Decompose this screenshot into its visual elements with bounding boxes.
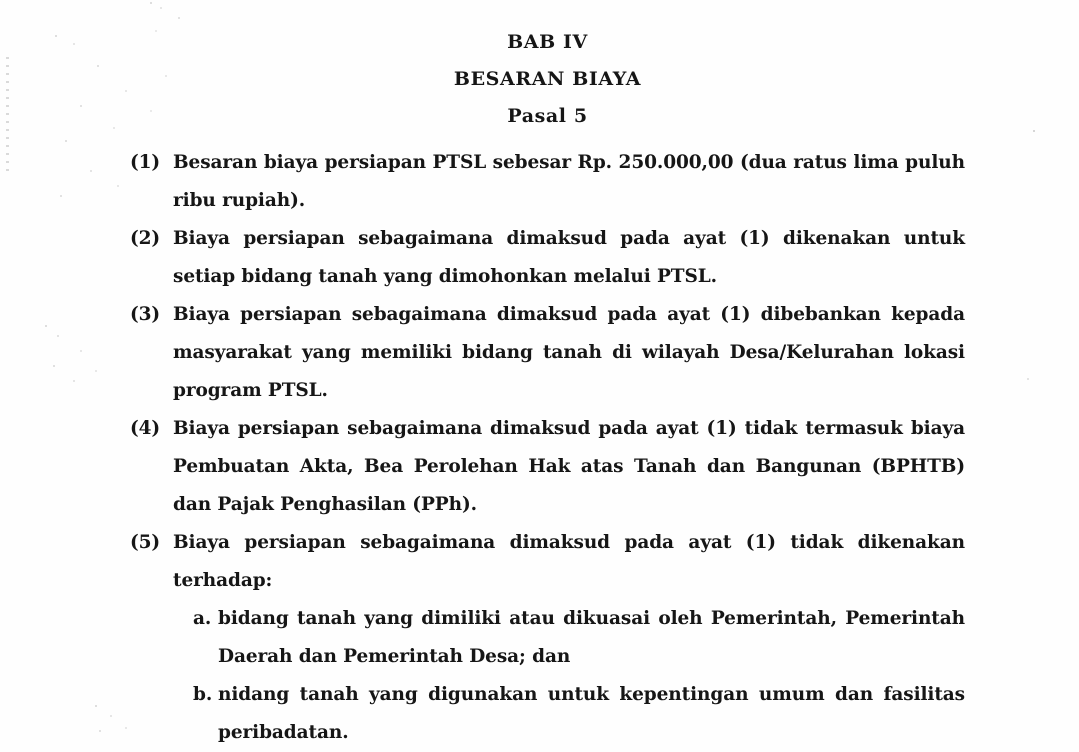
clause-number: (2) [130, 228, 161, 249]
clause-number: (1) [130, 152, 161, 173]
scan-artifact-speckles [1033, 130, 1035, 132]
subitem-text: nidang tanah yang digunakan untuk kepentingan umum dan fasilitas peribadatan. [218, 684, 965, 743]
scan-artifact-speckles [1027, 378, 1029, 380]
subitem-letter: b. [193, 684, 213, 705]
scan-artifact-speckles [45, 325, 47, 327]
subitem-letter: a. [193, 608, 212, 629]
document-headings [130, 0, 965, 135]
scan-artifact-speckles [55, 35, 57, 37]
clause-4 [130, 410, 965, 524]
subitem-b [193, 676, 965, 752]
chapter-heading: BAB IV [507, 31, 588, 53]
scan-artifact-speckles [95, 705, 97, 707]
subitem-list [193, 600, 965, 752]
section-heading: Pasal 5 [507, 105, 588, 127]
clause-list [130, 144, 965, 752]
chapter-title: BESARAN BIAYA [453, 68, 642, 90]
clause-number: (4) [130, 418, 161, 439]
clause-3 [130, 296, 965, 410]
clause-5 [130, 524, 965, 752]
document-page [130, 0, 965, 752]
clause-text: Biaya persiapan sebagaimana dimaksud pada ayat (1) tidak dikenakan terhadap: [173, 532, 965, 591]
clause-2 [130, 220, 965, 296]
clause-1 [130, 144, 965, 220]
clause-number: (5) [130, 532, 161, 553]
clause-text: Biaya persiapan sebagaimana dimaksud pada ayat (1) dikenakan untuk setiap bidang tanah yang dimohonkan melalui PTSL. [173, 228, 965, 287]
subitem-text: bidang tanah yang dimiliki atau dikuasai oleh Pemerintah, Pemerintah Daerah dan Pemerintah Desa; dan [218, 608, 965, 667]
clause-number: (3) [130, 304, 161, 325]
subitem-a [193, 600, 965, 676]
clause-text: Biaya persiapan sebagaimana dimaksud pada ayat (1) tidak termasuk biaya Pembuatan Akta, Bea Perolehan Hak atas Tanah dan Bangunan (BPHTB) dan Pajak Penghasilan (PPh). [173, 418, 965, 515]
clause-text: Biaya persiapan sebagaimana dimaksud pada ayat (1) dibebankan kepada masyarakat yang memiliki bidang tanah di wilayah Desa/Kelurahan lokasi program PTSL. [173, 304, 965, 401]
scan-artifact-dotted-line [6, 57, 9, 175]
clause-text: Besaran biaya persiapan PTSL sebesar Rp. 250.000,00 (dua ratus lima puluh ribu rupiah). [173, 152, 965, 211]
